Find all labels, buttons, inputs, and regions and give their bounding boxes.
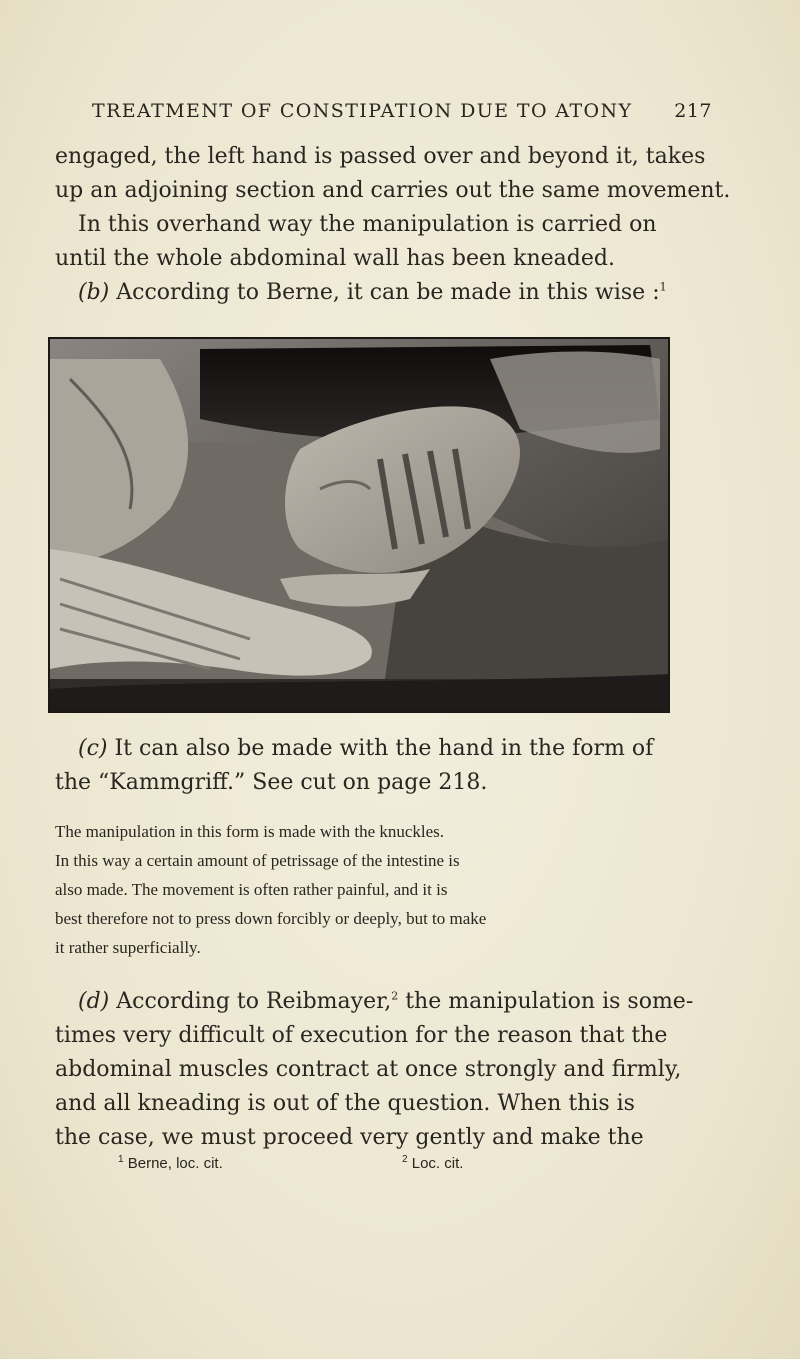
text-line: the “Kammgriff.” See cut on page 218. xyxy=(55,770,488,795)
running-head-title: TREATMENT OF CONSTIPATION DUE TO ATONY xyxy=(92,100,633,122)
item-text-d-rest: the manipulation is some- xyxy=(398,989,694,1014)
small-text-line: In this way a certain amount of petrissage of the intestine is xyxy=(55,851,460,870)
text-line-c xyxy=(55,732,680,766)
item-label-c: (c) xyxy=(78,736,108,761)
paragraph-c xyxy=(55,732,680,800)
text-line: times very difficult of execution for the reason that the xyxy=(55,1023,668,1048)
small-text-line: best therefore not to press down forcibly or deeply, but to make xyxy=(55,909,487,928)
text-line: engaged, the left hand is passed over and beyond it, takes xyxy=(55,144,706,169)
small-text-line: also made. The movement is often rather painful, and it is xyxy=(55,880,448,899)
text-line-b xyxy=(55,276,680,310)
footnote-1 xyxy=(118,1155,223,1172)
text-line-d xyxy=(55,985,694,1019)
small-text-line: The manipulation in this form is made with the knuckles. xyxy=(55,822,445,841)
page-number: 217 xyxy=(674,100,712,122)
footnote-text: Loc. cit. xyxy=(407,1155,464,1172)
footnote-ref-2: 2 xyxy=(391,989,399,1003)
small-print-paragraph xyxy=(55,817,685,962)
text-line: abdominal muscles contract at once strongly and firmly, xyxy=(55,1057,682,1082)
text-line: until the whole abdominal wall has been kneaded. xyxy=(55,246,615,271)
item-label-d: (d) xyxy=(78,989,110,1014)
text-line: and all kneading is out of the question. When this is xyxy=(55,1091,635,1116)
footnote-mark: 2 xyxy=(402,1154,408,1165)
footnote-2 xyxy=(402,1155,463,1172)
footnote-text: Berne, loc. cit. xyxy=(123,1155,223,1172)
small-text-line: it rather superficially. xyxy=(55,938,201,957)
text-line: up an adjoining section and carries out the same movement. xyxy=(55,178,731,203)
item-text-d: According to Reibmayer, xyxy=(109,989,392,1014)
paragraph-d xyxy=(55,985,694,1155)
text-line: the case, we must proceed very gently and make the xyxy=(55,1125,644,1150)
item-text-c: It can also be made with the hand in the form of xyxy=(107,736,654,761)
paragraph-continuation xyxy=(55,140,731,310)
footnote-mark: 1 xyxy=(118,1154,124,1165)
running-head xyxy=(92,100,712,122)
hand-massage-photo xyxy=(50,339,670,713)
item-label-b: (b) xyxy=(78,280,110,305)
footnote-ref-1: 1 xyxy=(659,280,667,294)
item-text-b: According to Berne, it can be made in this wise : xyxy=(109,280,660,305)
figure-photo xyxy=(48,337,670,713)
text-line: In this overhand way the manipulation is carried on xyxy=(78,212,657,237)
